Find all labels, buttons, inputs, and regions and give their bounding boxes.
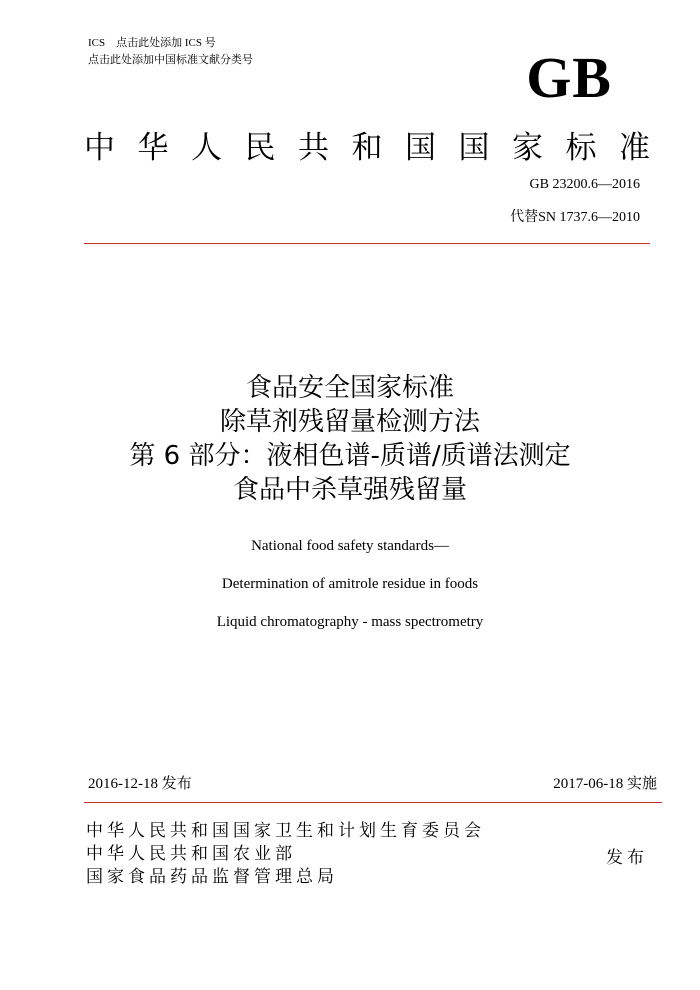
replaces-standard: 代替SN 1737.6—2010 (510, 210, 640, 225)
issuer: 国家食品药品监督管理总局 (86, 867, 338, 887)
category-char: 国 (458, 130, 490, 166)
title-en-line: National food safety standards— (251, 538, 449, 554)
category-char: 准 (619, 130, 650, 166)
category-char: 中 (84, 130, 115, 166)
publish-date: 2016-12-18 发布 (88, 776, 192, 792)
title-chinese (0, 371, 700, 507)
title-en-line: Liquid chromatography - mass spectrometry (216, 614, 484, 630)
category-char: 人 (191, 130, 222, 166)
issuing-bodies (86, 820, 485, 889)
title-line: 第 6 部分：液相色谱-质谱/质谱法测定 (129, 441, 571, 471)
standard-number: GB 23200.6—2016 (529, 177, 640, 192)
category-char: 家 (512, 130, 543, 166)
category-char: 和 (351, 130, 383, 166)
footer-rule (84, 802, 662, 803)
clc-number: 点击此处添加中国标准文献分类号 (88, 54, 253, 66)
category-char: 国 (405, 130, 436, 166)
category-char: 共 (298, 130, 329, 166)
header-rule (84, 243, 650, 244)
title-line: 除草剂残留量检测方法 (219, 407, 480, 437)
gb-logo: GB (526, 45, 612, 110)
issuer: 中华人民共和国农业部 (86, 844, 296, 864)
effective-date: 2017-06-18 实施 (553, 776, 657, 792)
title-english (0, 536, 700, 650)
issuer: 中华人民共和国国家卫生和计划生育委员会 (86, 821, 485, 841)
title-line: 食品中杀草强残留量 (232, 475, 467, 505)
issue-label: 发布 (606, 848, 648, 868)
ics-block (88, 35, 253, 69)
standard-category (84, 128, 650, 168)
category-char: 华 (137, 130, 169, 166)
category-char: 标 (565, 130, 597, 166)
ics-number: ICS 点击此处添加 ICS 号 (88, 37, 216, 49)
title-line: 食品安全国家标准 (245, 373, 454, 403)
title-en-line: Determination of amitrole residue in foods (221, 576, 479, 592)
category-char: 民 (244, 130, 276, 166)
